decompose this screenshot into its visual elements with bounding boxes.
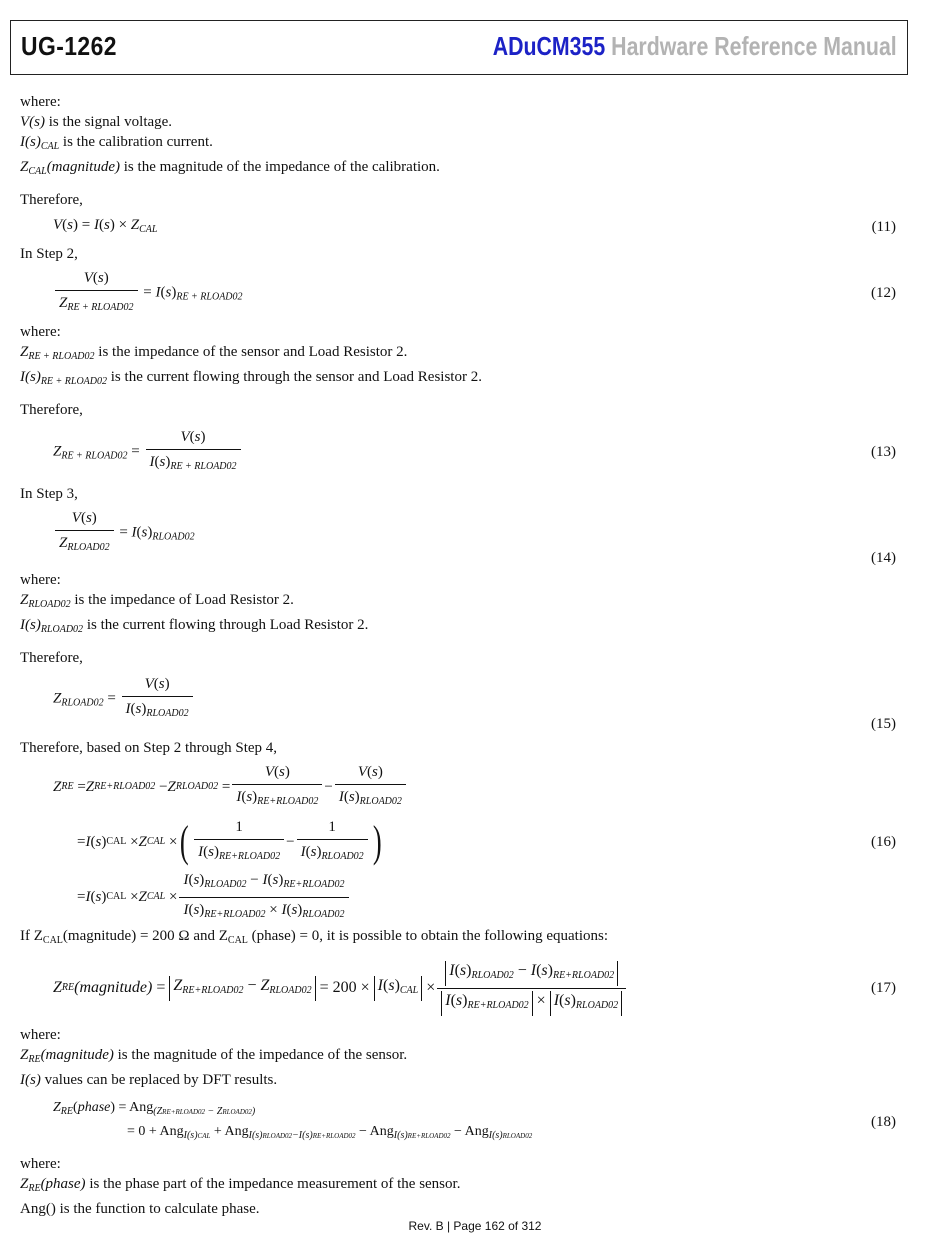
equation-18: $Z_{RE}(phase) = Ang_{(ZRE+RLOAD02 - ZRLOAD02)}$ = 0 + Ang$_{I(s)CAL}$ + Ang$_{I(s)RLOAD02-I(s)RE+RLOAD02}$ − Ang$_{I(s)RE+RLOAD02}$ − Ang$_{I(s)RLOAD02}$ (18) — [53, 1100, 896, 1141]
definition-zre-magnitude: $Z_{RE}(magnitude)$ is the magnitude of the impedance of the sensor. — [20, 1047, 408, 1065]
equation-number: (13) — [871, 444, 896, 460]
if-zcal-statement: If $Z_{CAL}(magnitude) = 200$ Ω and $Z_{CAL}$ (phase) = 0, it is possible to obtain the following equations: — [20, 928, 608, 946]
equation-16: Z RE = Z RE+RLOAD02 − Z RLOAD02 = $\frac{V(s)}{I(s)_{RE+RLOAD02}}$ − $\frac{V(s)}{I(s)_{RLOAD02}}$ = I ( s ) CAL × Z CAL × ( $\frac{1}{I(s)_{RE+RLOAD02}}$ − $\frac{1}{I(s)_{RLOAD02}}$ ) = I ( s ) CAL × Z CAL × $\frac{I(s)_{RLOAD02} - I(s)_{RE+RLOAD02}}{I(s)_{RE+RLOAD02} \times I(s)_{RLOAD02}}$ (16) — [20, 758, 900, 926]
equation-14: $\frac{V(s)}{Z_{RLOAD02}}$ = $I(s)_{RLOAD02}$ (14) — [20, 504, 900, 570]
product-name: ADuCM355 — [492, 31, 606, 61]
equation-number: (15) — [871, 716, 896, 732]
therefore-label: Therefore, — [20, 650, 83, 666]
definition-zre-phase: $Z_{RE}(phase)$ is the phase part of the impedance measurement of the sensor. — [20, 1176, 461, 1194]
equation-15: $Z_{RLOAD02}$ = $\frac{V(s)}{I(s)_{RLOAD02}}$ (15) — [53, 676, 896, 732]
where-label: where: — [20, 1156, 61, 1172]
therefore-steps-label: Therefore, based on Step 2 through Step 4, — [20, 740, 278, 756]
manual-title: Hardware Reference Manual — [611, 31, 897, 61]
equation-17: Z RE (magnitude) = $Z_{RE+RLOAD02} - Z_{RLOAD02}$ = 200 × $I(s)_{CAL}$ × $\frac{I(s)_{RLOAD02} - I(s)_{RE+RLOAD02}}{I(s)_{RE+RLOAD02} \times I(s)_{RLOAD02}}$ (17) — [20, 951, 900, 1025]
therefore-label: Therefore, — [20, 402, 83, 418]
equation-number: (12) — [871, 285, 896, 301]
definition-vs: V(s) is the signal voltage. — [20, 114, 173, 130]
definition-ang: Ang() is the function to calculate phase. — [20, 1201, 260, 1217]
definition-ire-rload: $I(s)_{RE + RLOAD02}$ is the current flowing through the sensor and Load Resistor 2. — [20, 369, 482, 387]
definition-ical: $I(s)_{CAL}$ is the calibration current. — [20, 134, 213, 152]
equation-number: (17) — [871, 980, 896, 996]
equation-number: (14) — [871, 550, 896, 566]
where-label: where: — [20, 572, 61, 588]
step3-label: In Step 3, — [20, 486, 78, 502]
page-body — [20, 92, 900, 1219]
definition-zrload: $Z_{RLOAD02}$ is the impedance of Load Resistor 2. — [20, 592, 294, 610]
page-footer: Rev. B | Page 162 of 312 — [408, 1219, 542, 1233]
where-label: where: — [20, 94, 61, 110]
where-label: where: — [20, 324, 61, 340]
step2-label: In Step 2, — [20, 246, 78, 262]
equation-12: $\frac{V(s)}{Z_{RE + RLOAD02}}$ = $I(s)_{RE + RLOAD02}$ (12) — [20, 264, 900, 322]
doc-title — [493, 31, 897, 62]
definition-is-values: I(s) values can be replaced by DFT results. — [20, 1072, 278, 1088]
doc-id: UG-1262 — [21, 31, 117, 61]
equation-11: $V(s) = I(s) \times Z_{CAL}$ (11) — [53, 216, 896, 235]
therefore-label: Therefore, — [20, 192, 83, 208]
definition-zre-rload: $Z_{RE + RLOAD02}$ is the impedance of the sensor and Load Resistor 2. — [20, 344, 408, 362]
equation-number: (16) — [871, 834, 896, 850]
equation-13: $Z_{RE + RLOAD02}$ = $\frac{V(s)}{I(s)_{RE + RLOAD02}}$ (13) — [20, 420, 900, 484]
equation-number: (18) — [871, 1114, 896, 1130]
where-label: where: — [20, 1027, 61, 1043]
definition-zcal: $Z_{CAL}(magnitude)$ is the magnitude of the impedance of the calibration. — [20, 159, 440, 177]
equation-number: (11) — [871, 219, 896, 235]
page-header — [10, 20, 908, 75]
definition-irload: $I(s)_{RLOAD02}$ is the current flowing through Load Resistor 2. — [20, 617, 369, 635]
